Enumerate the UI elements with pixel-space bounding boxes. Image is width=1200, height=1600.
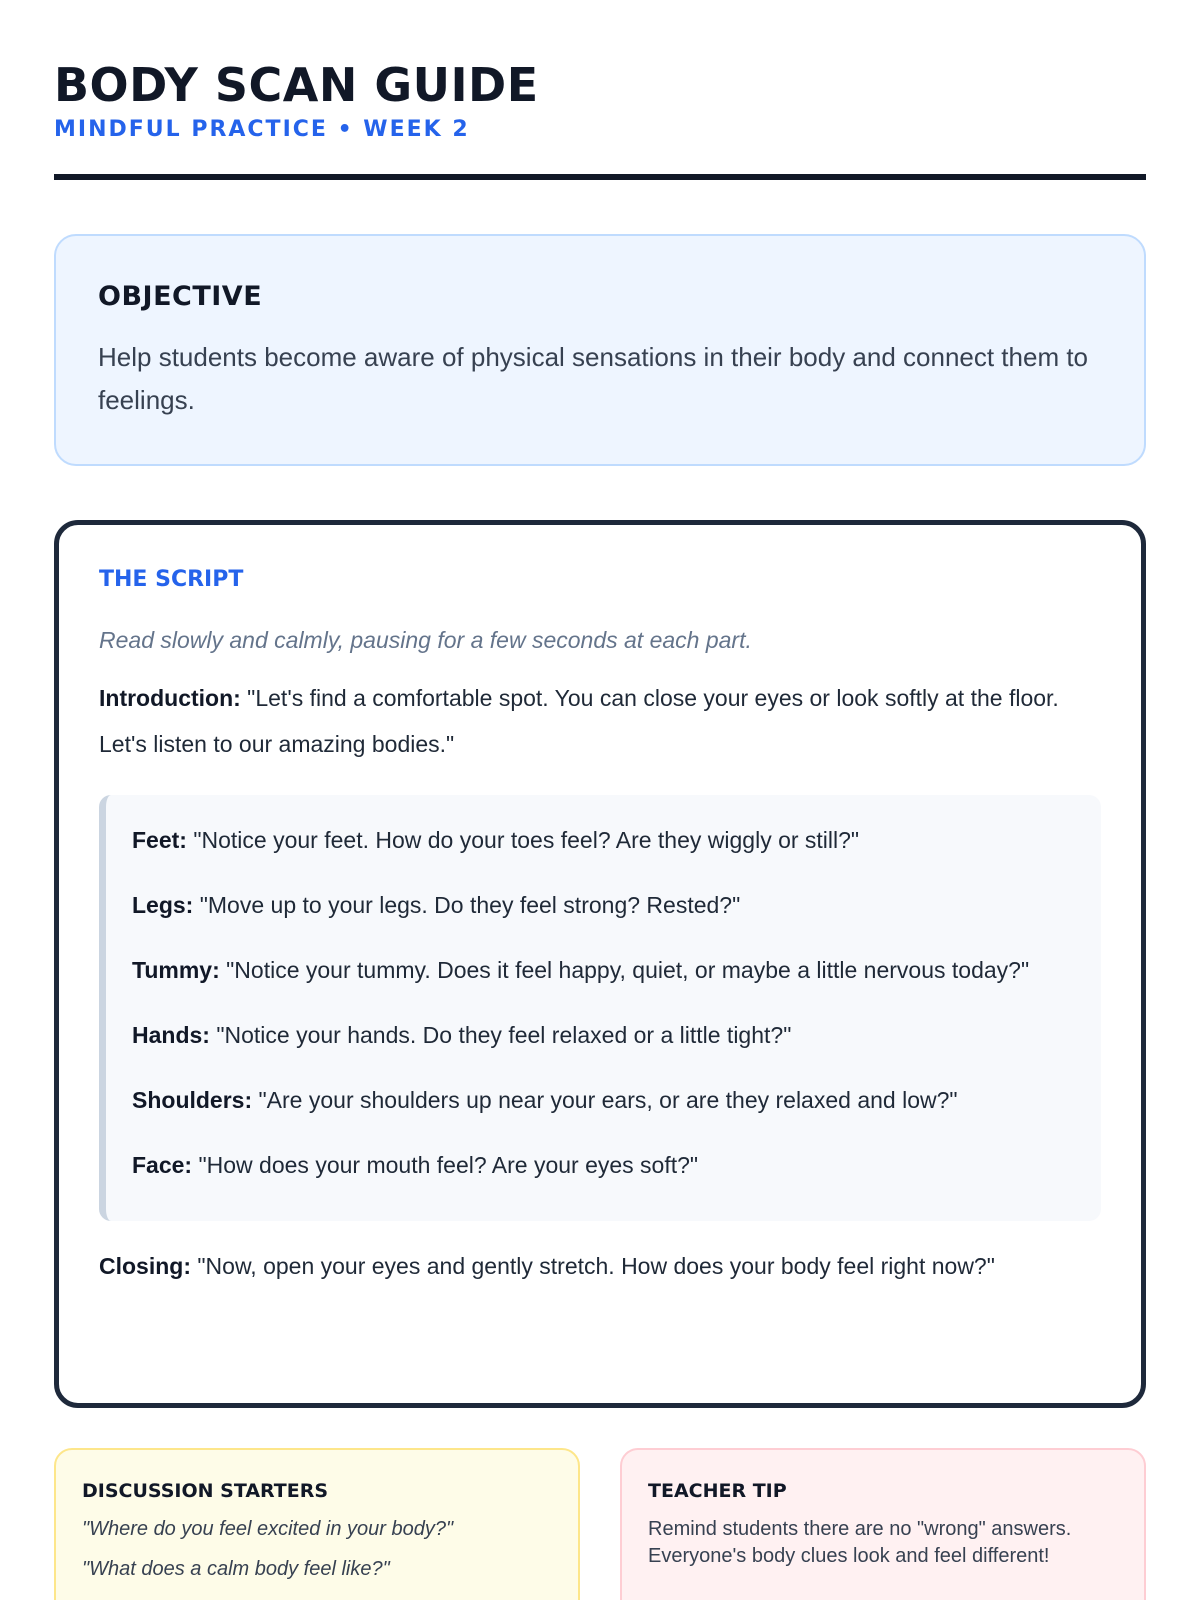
teacher-tip-text: Remind students there are no "wrong" answers. Everyone's body clues look and feel different! xyxy=(648,1518,1072,1567)
closing-text: "Now, open your eyes and gently stretch. How does your body feel right now?" xyxy=(191,1253,995,1279)
discussion-heading: DISCUSSION STARTERS xyxy=(82,1480,329,1502)
step-legs xyxy=(132,882,1075,928)
objective-heading: OBJECTIVE xyxy=(98,281,263,312)
discussion-item: "What does a calm body feel like?" xyxy=(82,1558,390,1580)
step-label: Feet: xyxy=(132,827,187,853)
discussion-starters-card xyxy=(54,1448,580,1600)
step-text: "Notice your tummy. Does it feel happy, quiet, or maybe a little nervous today?" xyxy=(219,957,1030,983)
intro-label: Introduction: xyxy=(99,685,241,711)
step-label: Legs: xyxy=(132,892,194,918)
step-tummy xyxy=(132,947,1075,993)
teacher-tip-card xyxy=(620,1448,1146,1600)
step-label: Tummy: xyxy=(132,957,220,983)
step-text: "Notice your feet. How do your toes feel? Are they wiggly or still?" xyxy=(186,827,860,853)
teacher-tip-heading: TEACHER TIP xyxy=(648,1480,787,1502)
step-text: "How does your mouth feel? Are your eyes soft?" xyxy=(192,1152,699,1178)
page-title: BODY SCAN GUIDE xyxy=(54,58,539,112)
objective-text: Help students become aware of physical sensations in their body and connect them to feelings. xyxy=(98,342,1089,415)
script-heading: THE SCRIPT xyxy=(99,567,244,592)
closing-label: Closing: xyxy=(99,1253,191,1279)
step-text: "Move up to your legs. Do they feel strong? Rested?" xyxy=(193,892,741,918)
script-closing xyxy=(99,1243,1101,1289)
step-text: "Notice your hands. Do they feel relaxed or a little tight?" xyxy=(209,1022,792,1048)
step-hands xyxy=(132,1012,1075,1058)
script-card xyxy=(54,520,1146,1408)
bottom-cards xyxy=(54,1448,1146,1600)
script-steps xyxy=(99,795,1101,1221)
step-text: "Are your shoulders up near your ears, or are they relaxed and low?" xyxy=(252,1087,958,1113)
step-label: Shoulders: xyxy=(132,1087,253,1113)
objective-card xyxy=(54,234,1146,466)
discussion-item: "Where do you feel excited in your body?" xyxy=(82,1518,454,1540)
header xyxy=(54,0,1146,180)
step-label: Hands: xyxy=(132,1022,210,1048)
page-subtitle: MINDFUL PRACTICE • WEEK 2 xyxy=(54,117,470,142)
step-face xyxy=(132,1142,1075,1188)
step-label: Face: xyxy=(132,1152,193,1178)
step-feet xyxy=(132,817,1075,863)
header-divider xyxy=(54,174,1146,180)
script-intro xyxy=(99,675,1101,767)
intro-text: "Let's find a comfortable spot. You can close your eyes or look softly at the floor. Let's listen to our amazing bodies." xyxy=(99,685,1059,757)
script-instruction: Read slowly and calmly, pausing for a few seconds at each part. xyxy=(99,627,752,653)
step-shoulders xyxy=(132,1077,1075,1123)
